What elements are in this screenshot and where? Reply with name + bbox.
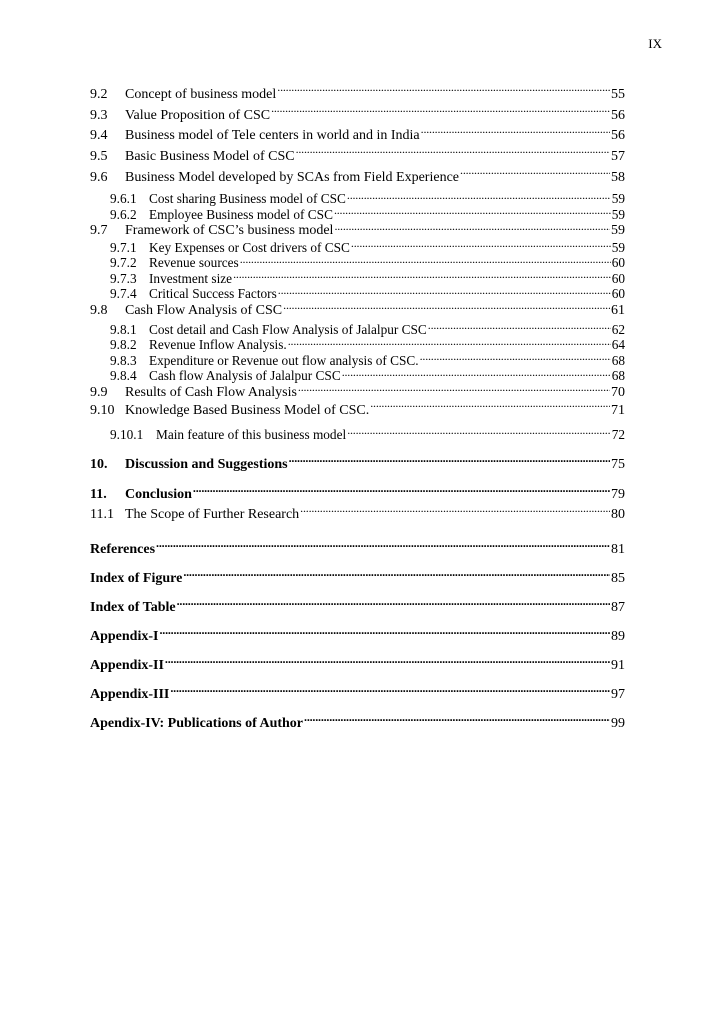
dot-leader <box>300 504 610 518</box>
toc-title: Knowledge Based Business Model of CSC. <box>125 402 370 418</box>
toc-number: 9.8.2 <box>110 337 137 353</box>
dot-leader <box>421 125 610 139</box>
dot-leader <box>277 84 610 98</box>
dot-leader <box>420 351 611 365</box>
toc-title: Revenue Inflow Analysis. <box>149 337 287 353</box>
toc-title: Cost detail and Cash Flow Analysis of Jalalpur CSC <box>149 321 427 337</box>
toc-title: Index of Table <box>90 599 176 615</box>
toc-entry-9-6[interactable] <box>90 167 625 188</box>
toc-entry-9-10-1[interactable] <box>90 425 625 443</box>
toc-title: Business model of Tele centers in world and in India <box>125 128 420 144</box>
toc-number: 9.7.2 <box>110 255 137 271</box>
toc-number: 9.2 <box>90 87 108 102</box>
toc-title: Conclusion <box>125 486 192 502</box>
dot-leader <box>347 189 611 203</box>
toc-number: 9.10 <box>90 402 115 418</box>
toc-page: 85 <box>611 570 625 586</box>
dot-leader <box>460 167 610 181</box>
toc-number: 11.1 <box>90 506 114 522</box>
toc-entry-10[interactable] <box>90 454 625 474</box>
toc-entry-appendix-4[interactable] <box>90 713 625 733</box>
toc-title: Cost sharing Business model of CSC <box>149 191 346 207</box>
toc-entry-9-7-4[interactable] <box>90 284 625 300</box>
dot-leader <box>351 238 611 252</box>
toc-page: 59 <box>611 206 625 222</box>
toc-title: Key Expenses or Cost drivers of CSC <box>149 239 350 255</box>
toc-number: 9.4 <box>90 128 108 144</box>
toc-number: 9.9 <box>90 384 108 400</box>
toc-page: 60 <box>611 286 625 302</box>
toc-number: 9.5 <box>90 149 108 165</box>
dot-leader <box>428 320 611 334</box>
toc-title: Critical Success Factors <box>149 286 277 302</box>
toc-page: 60 <box>611 270 625 286</box>
toc-page: 59 <box>611 223 625 239</box>
toc-title: Appendix-III <box>90 686 170 702</box>
toc-title: Framework of CSC’s business model <box>125 223 334 239</box>
toc-page: 61 <box>611 302 625 318</box>
toc-number: 9.7.1 <box>110 239 137 255</box>
toc-number: 9.6.2 <box>110 206 137 222</box>
toc-entry-11-1[interactable] <box>90 504 625 524</box>
toc-title: Appendix-I <box>90 628 159 644</box>
dot-leader <box>159 626 610 640</box>
dot-leader <box>334 220 610 234</box>
toc-page: 59 <box>611 191 625 207</box>
toc-page: 68 <box>611 368 625 384</box>
toc-entry-9-8[interactable] <box>90 300 625 318</box>
toc-page: 59 <box>611 239 625 255</box>
toc-entry-11[interactable] <box>90 484 625 504</box>
dot-leader <box>233 269 611 283</box>
toc-page: 91 <box>611 657 625 673</box>
dot-leader <box>283 300 610 314</box>
toc-number: 9.8.3 <box>110 352 137 368</box>
toc-title: Investment size <box>149 270 233 286</box>
dot-leader <box>342 366 611 380</box>
toc-title: Value Proposition of CSC <box>125 107 271 123</box>
dot-leader <box>298 382 610 396</box>
toc-entry-9-9[interactable] <box>90 382 625 400</box>
toc-title: Appendix-II <box>90 657 164 673</box>
toc-entry-9-8-4[interactable] <box>90 366 625 382</box>
toc-title: Apendix-IV: Publications of Author <box>90 715 304 731</box>
toc-title: Cash flow Analysis of Jalalpur CSC <box>149 368 341 384</box>
toc-title: Revenue sources <box>149 255 239 271</box>
toc-number: 9.10.1 <box>110 426 144 442</box>
toc-page: 71 <box>611 402 625 418</box>
toc-page: 97 <box>611 686 625 702</box>
toc-title: Results of Cash Flow Analysis <box>125 384 297 400</box>
toc-entry-appendix-1[interactable] <box>90 626 625 646</box>
toc-entry-9-6-2[interactable] <box>90 205 625 221</box>
toc-page: 60 <box>611 255 625 271</box>
toc-title: Expenditure or Revenue out flow analysis of CSC. <box>149 352 419 368</box>
toc-number: 10. <box>90 456 108 472</box>
dot-leader <box>165 655 610 669</box>
dot-leader <box>296 146 610 160</box>
dot-leader <box>240 253 611 267</box>
toc-entry-9-8-3[interactable] <box>90 351 625 367</box>
toc-title: Main feature of this business model <box>156 426 347 442</box>
toc-page: 70 <box>611 384 625 400</box>
toc-entry-9-10[interactable] <box>90 400 625 421</box>
toc-number: 9.7.3 <box>110 270 137 286</box>
toc-entry-9-4[interactable] <box>90 125 625 146</box>
toc-number: 9.8 <box>90 302 108 318</box>
dot-leader <box>334 205 611 219</box>
toc-entry-references[interactable] <box>90 539 625 559</box>
dot-leader <box>271 105 610 119</box>
toc-page: 89 <box>611 628 625 644</box>
toc-page: 56 <box>611 107 625 123</box>
toc-entry-9-6-1[interactable] <box>90 189 625 205</box>
dot-leader <box>304 713 610 727</box>
dot-leader <box>156 539 610 553</box>
page-number: IX <box>648 36 662 51</box>
toc-page: 62 <box>611 321 625 337</box>
toc-page: 72 <box>611 426 625 442</box>
toc-entry-index-of-figure[interactable] <box>90 568 625 588</box>
toc-number: 11. <box>90 486 107 502</box>
toc-number: 9.6 <box>90 169 108 185</box>
dot-leader <box>347 425 611 439</box>
toc-entry-9-2[interactable] <box>90 84 625 105</box>
toc-entry-appendix-2[interactable] <box>90 655 625 675</box>
toc-title: Employee Business model of CSC <box>149 206 333 222</box>
dot-leader <box>289 454 610 468</box>
toc-page: 68 <box>611 352 625 368</box>
dot-leader <box>183 568 610 582</box>
toc-entry-9-5[interactable] <box>90 146 625 167</box>
toc-title: Index of Figure <box>90 570 183 586</box>
dot-leader <box>288 335 611 349</box>
toc-title: Business Model developed by SCAs from Field Experience <box>125 169 460 185</box>
toc-title: Cash Flow Analysis of CSC <box>125 302 283 318</box>
toc-title: Basic Business Model of CSC <box>125 149 295 165</box>
dot-leader <box>370 400 610 414</box>
toc-page: 80 <box>611 506 625 522</box>
toc-entry-9-8-1[interactable] <box>90 320 625 336</box>
toc-title: References <box>90 541 156 557</box>
toc-page: 75 <box>611 456 625 472</box>
toc-entry-9-8-2[interactable] <box>90 335 625 351</box>
toc-title: The Scope of Further Research <box>125 506 300 522</box>
toc-entry-9-7-2[interactable] <box>90 253 625 269</box>
dot-leader <box>193 484 610 498</box>
toc-entry-index-of-table[interactable] <box>90 597 625 617</box>
toc-page: 79 <box>611 486 625 502</box>
toc-page: 57 <box>611 149 625 165</box>
dot-leader <box>278 284 611 298</box>
toc-number: 9.7 <box>90 223 108 239</box>
toc-number: 9.6.1 <box>110 191 137 207</box>
toc-entry-appendix-3[interactable] <box>90 684 625 704</box>
toc-page: 55 <box>611 87 625 102</box>
dot-leader <box>177 597 610 611</box>
toc-page: 81 <box>611 541 625 557</box>
dot-leader <box>170 684 610 698</box>
toc-number: 9.8.1 <box>110 321 137 337</box>
toc-number: 9.7.4 <box>110 286 137 302</box>
toc-entry-9-3[interactable] <box>90 105 625 126</box>
toc-number: 9.8.4 <box>110 368 137 384</box>
toc-entry-9-7[interactable] <box>90 220 625 239</box>
toc-page: 58 <box>611 169 625 185</box>
toc-page: 64 <box>611 337 625 353</box>
toc-number: 9.3 <box>90 107 108 123</box>
toc-title: Concept of business model <box>125 87 277 102</box>
toc-page: 99 <box>611 715 625 731</box>
toc-entry-9-7-3[interactable] <box>90 269 625 285</box>
toc-page: 56 <box>611 128 625 144</box>
toc-page: 87 <box>611 599 625 615</box>
toc-title: Discussion and Suggestions <box>125 456 288 472</box>
table-of-contents <box>90 84 625 733</box>
toc-entry-9-7-1[interactable] <box>90 238 625 254</box>
